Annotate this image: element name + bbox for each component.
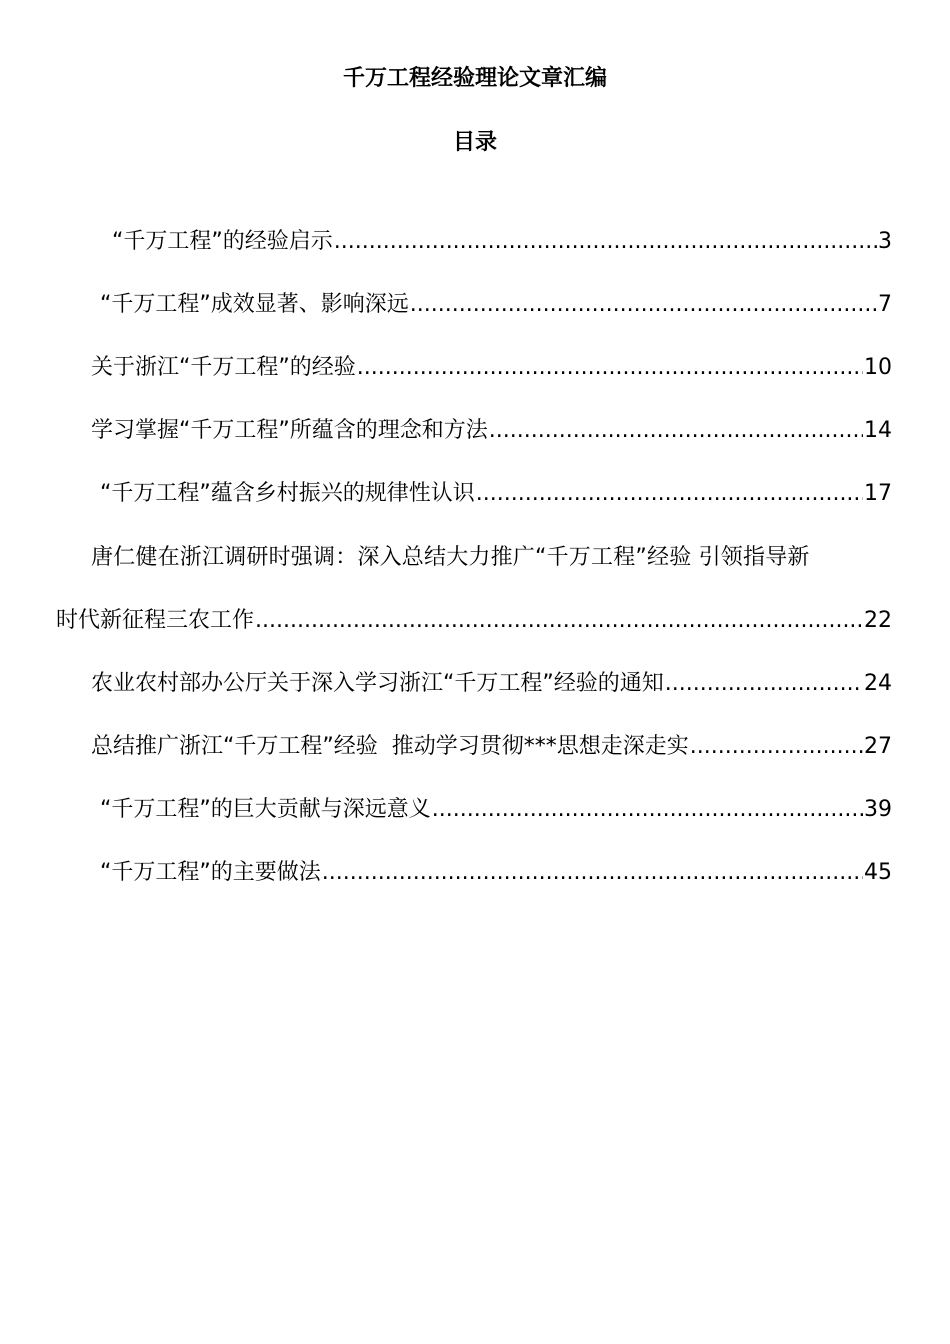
toc-page-number: 3 [878,229,892,254]
toc-entry[interactable] [56,857,892,889]
toc-entry-title-line2: 时代新征程三农工作 [56,608,255,633]
toc-entry-title: “千万工程”成效显著、影响深远 [100,292,409,317]
toc-page-number: 17 [864,481,892,506]
toc-entry[interactable] [56,478,892,510]
toc-entry-title: 关于浙江“千万工程”的经验 [91,355,356,380]
toc-entry-title: “千万工程”的主要做法 [100,860,321,885]
toc-entry[interactable] [56,352,892,384]
toc-page-number: 39 [864,797,892,822]
toc-entry[interactable] [56,794,892,826]
toc-entry-title: “千万工程”的经验启示 [112,229,333,254]
toc-heading: 目录 [452,130,497,155]
toc-entry[interactable] [56,542,892,637]
toc-leader-dots [334,226,877,258]
toc-leader-dots [432,794,863,826]
toc-page-number: 22 [864,608,892,633]
toc-leader-dots [357,352,863,384]
toc-leader-dots [665,668,863,700]
toc-entry[interactable] [56,731,892,763]
toc-leader-dots [410,289,877,321]
toc-entry-title: “千万工程”蕴含乡村振兴的规律性认识 [100,481,475,506]
document-title: 千万工程经验理论文章汇编 [342,66,607,91]
toc-entry-title: 学习掌握“千万工程”所蕴含的理念和方法 [91,418,488,443]
toc-leader-dots [255,605,863,637]
toc-entry-title: 农业农村部办公厅关于深入学习浙江“千万工程”经验的通知 [91,671,664,696]
toc-leader-dots [690,731,863,763]
toc-leader-dots [489,415,863,447]
toc-page-number: 10 [864,355,892,380]
toc-entry[interactable] [56,289,892,321]
toc-entry[interactable] [56,668,892,700]
toc-page-number: 14 [864,418,892,443]
toc-entry-title: 总结推广浙江“千万工程”经验 推动学习贯彻***思想走深走实 [91,734,689,759]
toc-page-number: 27 [864,734,892,759]
toc-leader-dots [476,478,863,510]
toc-entry-title: “千万工程”的巨大贡献与深远意义 [100,797,431,822]
toc-page-number: 45 [864,860,892,885]
toc-page-number: 24 [864,671,892,696]
toc-entry[interactable] [56,415,892,447]
toc-page-number: 7 [878,292,892,317]
toc-leader-dots [322,857,863,889]
toc-entry-title-line1: 唐仁健在浙江调研时强调：深入总结大力推广“千万工程”经验 引领指导新 [91,545,810,570]
toc-entry[interactable] [56,226,892,258]
